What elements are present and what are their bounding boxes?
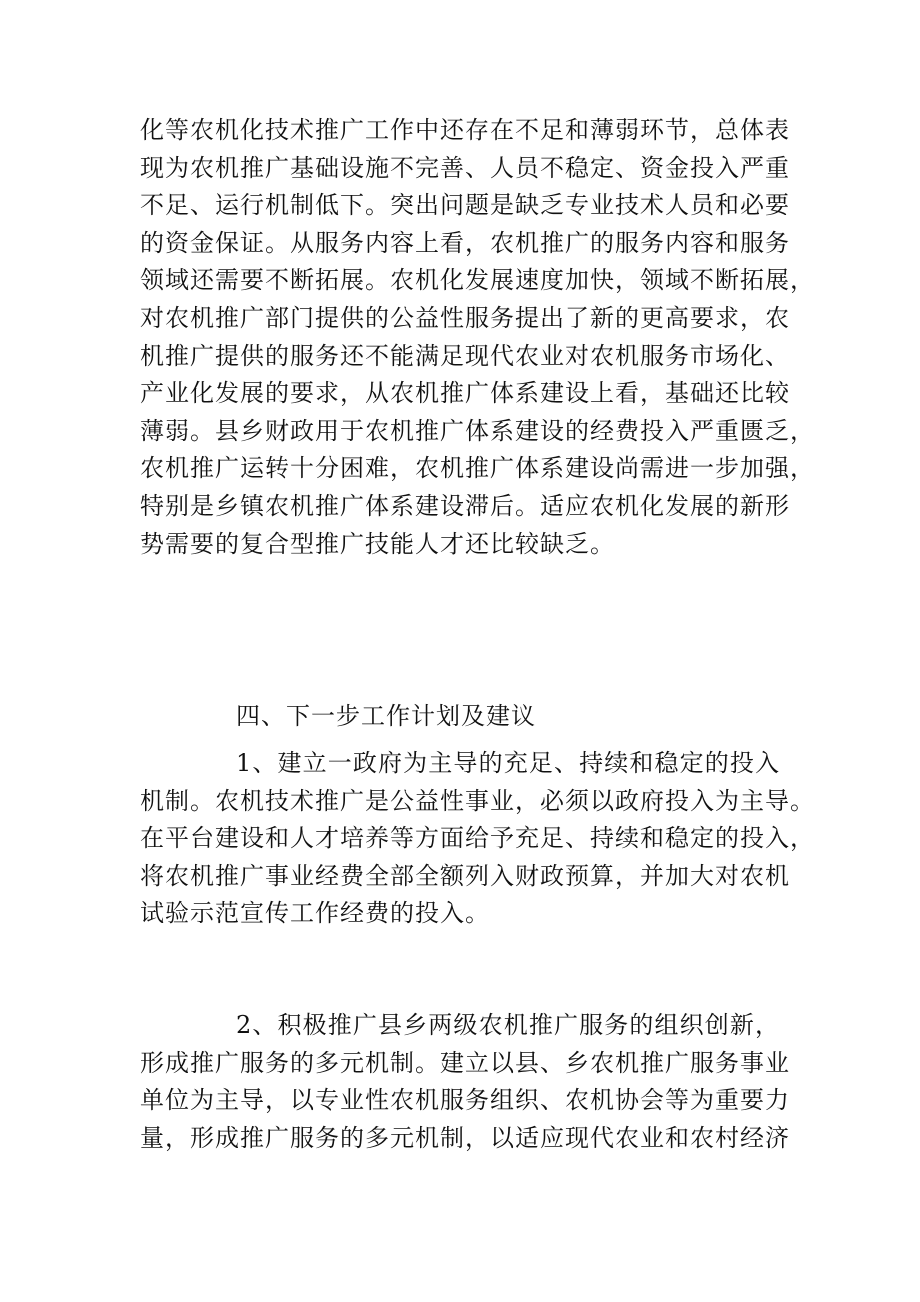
paragraph-item-2 (140, 1007, 790, 1157)
paragraph-line: 机推广提供的服务还不能满足现代农业对农机服务市场化、 (140, 341, 790, 370)
paragraph-line: 现为农机推广基础设施不完善、人员不稳定、资金投入严重 (140, 153, 790, 182)
paragraph-line: 势需要的复合型推广技能人才还比较缺乏。 (140, 529, 615, 558)
paragraph-line: 在平台建设和人才培养等方面给予充足、持续和稳定的投入， (140, 824, 815, 853)
paragraph-line: 化等农机化技术推广工作中还存在不足和薄弱环节，总体表 (140, 116, 790, 144)
paragraph-line: 量，形成推广服务的多元机制，以适应现代农业和农村经济 (140, 1123, 790, 1152)
paragraph-line: 2、积极推广县乡两级农机推广服务的组织创新， (236, 1011, 780, 1039)
paragraph-problems (140, 112, 815, 563)
paragraph-line: 的资金保证。从服务内容上看，农机推广的服务内容和服务 (140, 228, 790, 257)
paragraph-line: 机制。农机技术推广是公益性事业，必须以政府投入为主导。 (140, 786, 815, 815)
paragraph-line: 单位为主导，以专业性农机服务组织、农机协会等为重要力 (140, 1086, 790, 1115)
paragraph-line: 试验示范宣传工作经费的投入。 (140, 899, 490, 928)
paragraph-line: 领域还需要不断拓展。农机化发展速度加快，领域不断拓展， (140, 266, 815, 295)
paragraph-line: 不足、运行机制低下。突出问题是缺乏专业技术人员和必要 (140, 191, 790, 220)
section-heading (140, 698, 780, 736)
paragraph-line: 形成推广服务的多元机制。建立以县、乡农机推广服务事业 (140, 1048, 790, 1077)
paragraph-line: 将农机推广事业经费全部全额列入财政预算，并加大对农机 (140, 861, 790, 890)
paragraph-line: 薄弱。县乡财政用于农机推广体系建设的经费投入严重匮乏， (140, 416, 815, 445)
section-heading-text: 四、下一步工作计划及建议 (236, 702, 536, 730)
paragraph-line: 农机推广运转十分困难，农机推广体系建设尚需进一步加强， (140, 454, 815, 483)
paragraph-line: 特别是乡镇农机推广体系建设滞后。适应农机化发展的新形 (140, 491, 790, 520)
paragraph-line: 产业化发展的要求，从农机推广体系建设上看，基础还比较 (140, 379, 790, 408)
paragraph-line: 对农机推广部门提供的公益性服务提出了新的更高要求，农 (140, 303, 790, 332)
paragraph-item-1 (140, 745, 815, 933)
paragraph-line: 1、建立一政府为主导的充足、持续和稳定的投入 (236, 749, 780, 777)
